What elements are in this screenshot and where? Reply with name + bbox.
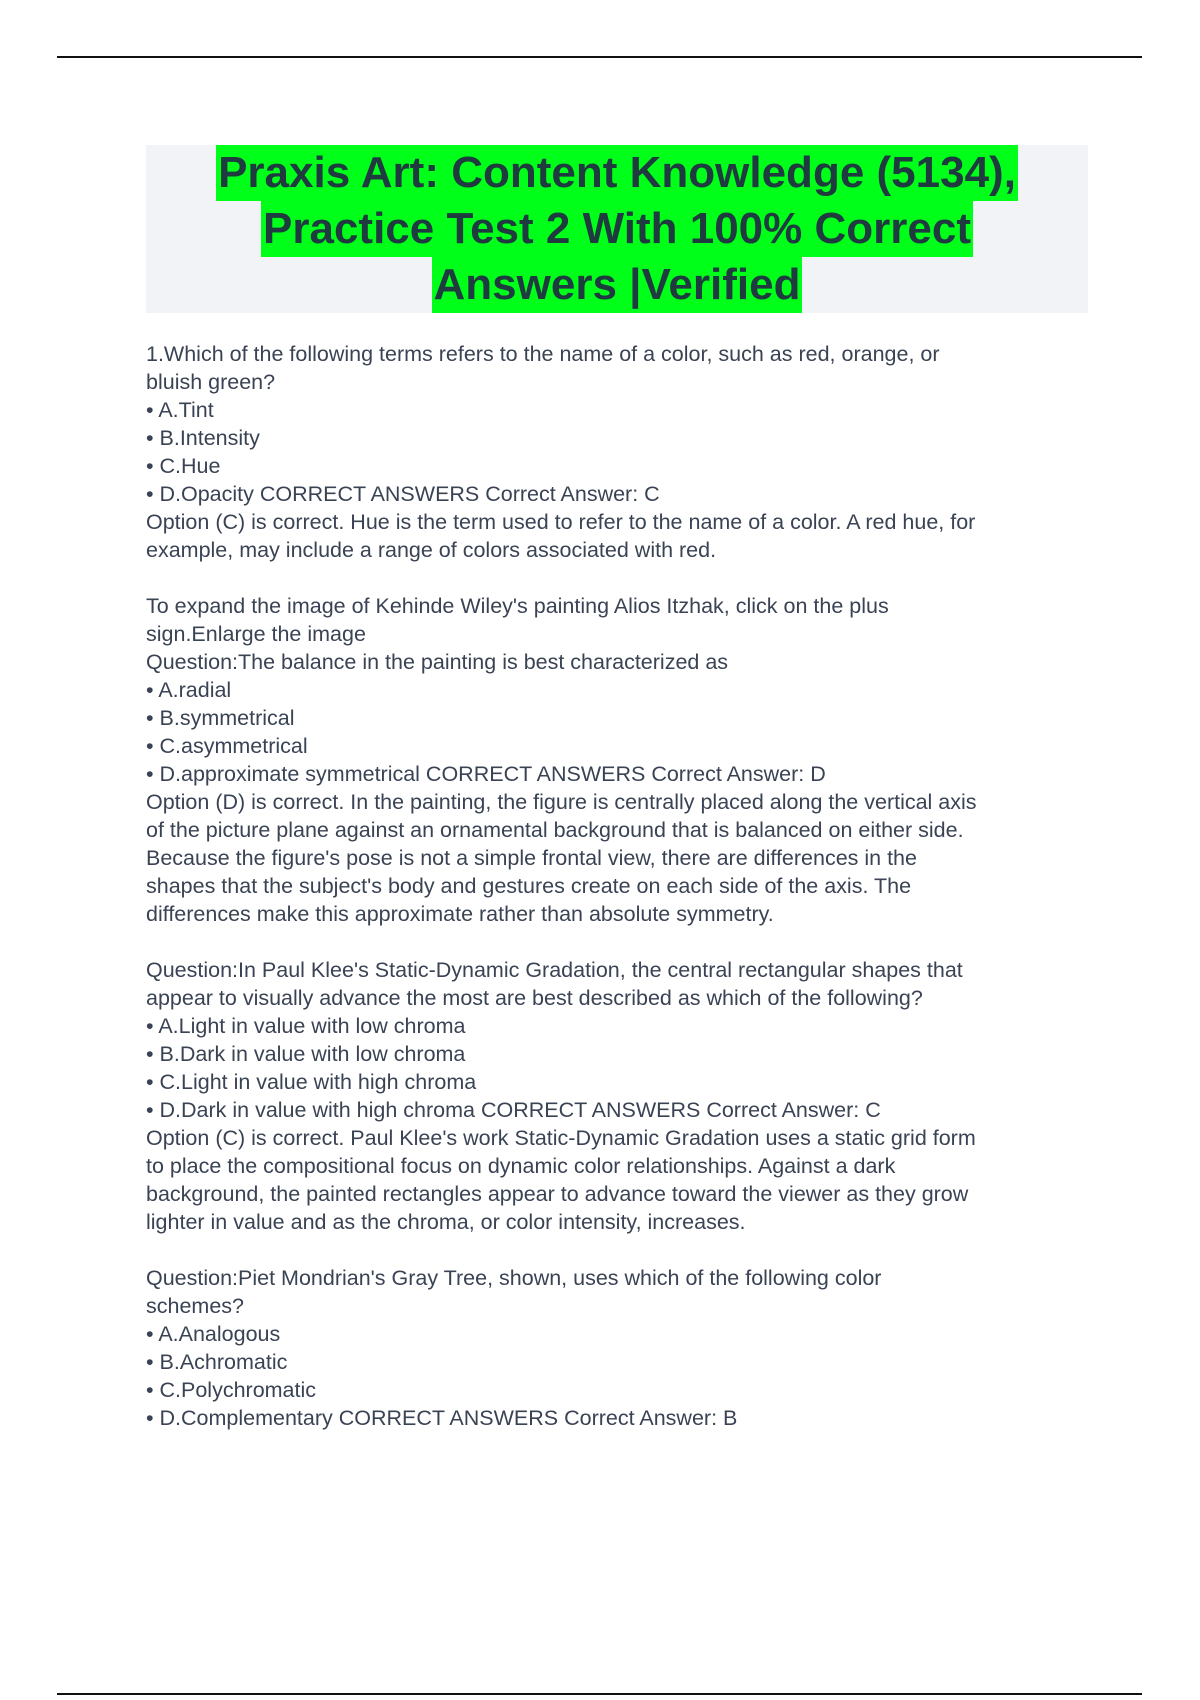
text-line: shapes that the subject's body and gestures create on each side of the axis. The — [146, 874, 912, 898]
title-line: Praxis Art: Content Knowledge (5134), — [216, 145, 1018, 201]
text-line: bluish green? — [146, 370, 276, 394]
block-gap — [146, 928, 1086, 956]
text-line: Option (C) is correct. Hue is the term used to refer to the name of a color. A red hue, for — [146, 510, 976, 534]
block-gap — [146, 1236, 1086, 1264]
title-line: Practice Test 2 With 100% Correct — [261, 201, 973, 257]
question-block — [146, 956, 1086, 1236]
text-line: • B.Dark in value with low chroma — [146, 1042, 466, 1066]
question-block — [146, 592, 1086, 928]
text-line: • D.Opacity CORRECT ANSWERS Correct Answer: C — [146, 482, 660, 506]
bottom-rule — [57, 1693, 1142, 1695]
text-line: appear to visually advance the most are best described as which of the following? — [146, 986, 923, 1010]
text-line: • A.Tint — [146, 398, 214, 422]
text-line: • D.approximate symmetrical CORRECT ANSWERS Correct Answer: D — [146, 762, 826, 786]
text-line: • C.Hue — [146, 454, 221, 478]
document-title — [146, 145, 1088, 313]
text-line: Option (C) is correct. Paul Klee's work Static-Dynamic Gradation uses a static grid form — [146, 1126, 976, 1150]
text-line: differences make this approximate rather than absolute symmetry. — [146, 902, 774, 926]
text-line: to place the compositional focus on dynamic color relationships. Against a dark — [146, 1154, 896, 1178]
question-block — [146, 1264, 1086, 1432]
text-line: Option (D) is correct. In the painting, the figure is centrally placed along the vertical axis — [146, 790, 977, 814]
text-line: 1.Which of the following terms refers to the name of a color, such as red, orange, or — [146, 342, 940, 366]
text-line: Because the figure's pose is not a simple frontal view, there are differences in the — [146, 846, 917, 870]
text-line: • B.Achromatic — [146, 1350, 288, 1374]
text-line: sign.Enlarge the image — [146, 622, 366, 646]
text-line: • A.Analogous — [146, 1322, 281, 1346]
text-line: • B.symmetrical — [146, 706, 295, 730]
text-line: lighter in value and as the chroma, or color intensity, increases. — [146, 1210, 746, 1234]
text-line: • A.Light in value with low chroma — [146, 1014, 466, 1038]
question-block — [146, 340, 1086, 564]
text-line: • D.Dark in value with high chroma CORRECT ANSWERS Correct Answer: C — [146, 1098, 881, 1122]
text-line: To expand the image of Kehinde Wiley's painting Alios Itzhak, click on the plus — [146, 594, 889, 618]
text-line: Question:The balance in the painting is best characterized as — [146, 650, 729, 674]
text-line: example, may include a range of colors associated with red. — [146, 538, 717, 562]
text-line: • A.radial — [146, 678, 232, 702]
text-line: background, the painted rectangles appear to advance toward the viewer as they grow — [146, 1182, 969, 1206]
text-line: • D.Complementary CORRECT ANSWERS Correct Answer: B — [146, 1406, 738, 1430]
text-line: • C.Polychromatic — [146, 1378, 317, 1402]
text-line: • B.Intensity — [146, 426, 260, 450]
text-line: Question:In Paul Klee's Static-Dynamic Gradation, the central rectangular shapes that — [146, 958, 963, 982]
text-line: Question:Piet Mondrian's Gray Tree, shown, uses which of the following color — [146, 1266, 882, 1290]
text-line: schemes? — [146, 1294, 244, 1318]
document-body — [146, 340, 1086, 1432]
block-gap — [146, 564, 1086, 592]
text-line: • C.Light in value with high chroma — [146, 1070, 477, 1094]
text-line: of the picture plane against an ornamental background that is balanced on either side. — [146, 818, 964, 842]
text-line: • C.asymmetrical — [146, 734, 308, 758]
top-rule — [57, 56, 1142, 58]
title-line: Answers |Verified — [432, 257, 803, 313]
